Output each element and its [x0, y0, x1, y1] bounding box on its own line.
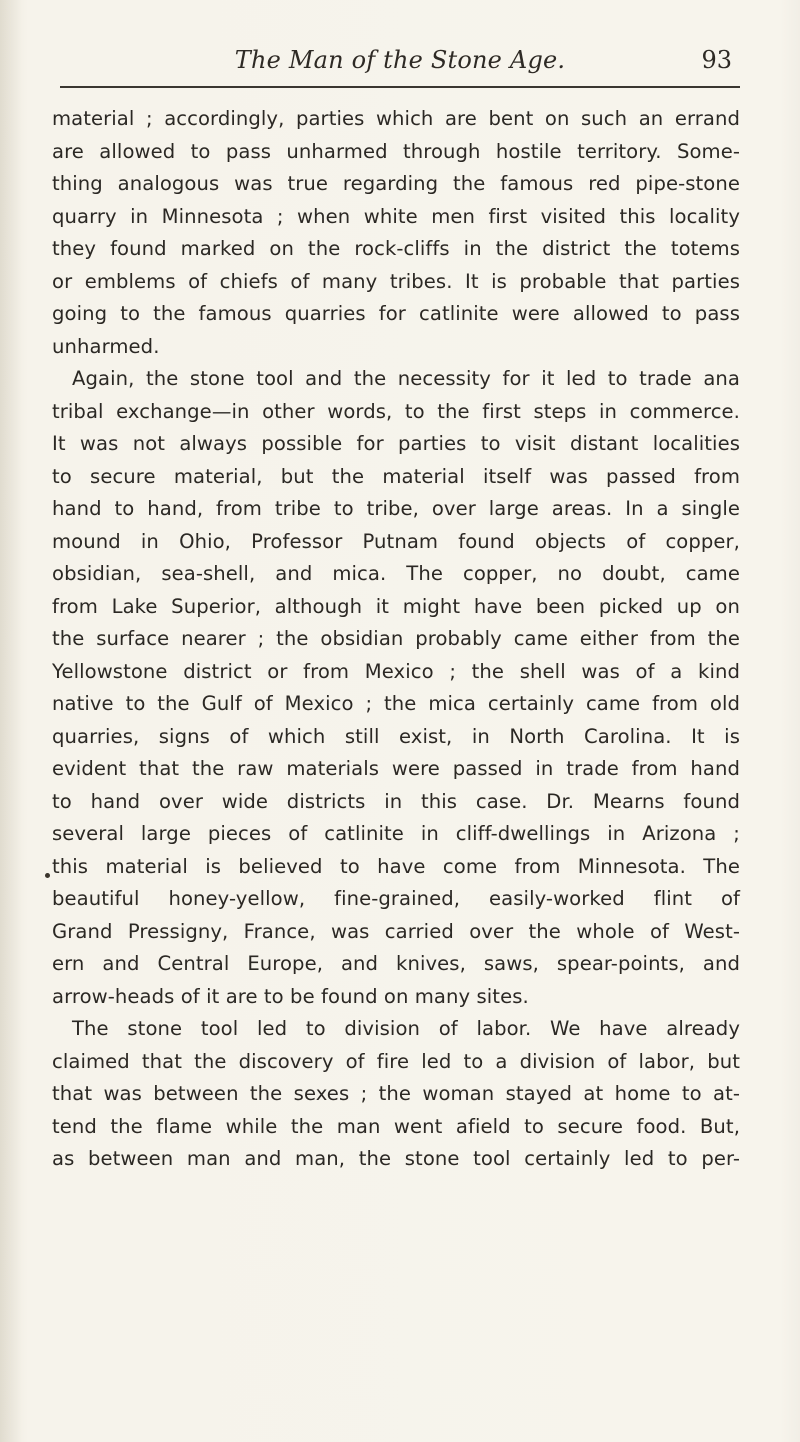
text-line: hand to hand, from tribe to tribe, over large areas. In a single	[52, 497, 740, 520]
page-gutter-shadow	[0, 0, 22, 1442]
text-line: that was between the sexes ; the woman stayed at home to at-	[52, 1082, 740, 1105]
text-line: material ; accordingly, parties which are bent on such an errand	[52, 107, 740, 130]
margin-ink-mark	[45, 873, 50, 878]
body-text	[52, 103, 740, 1176]
text-line: the surface nearer ; the obsidian probably came either from the	[52, 627, 740, 650]
text-line: beautiful honey-yellow, fine-grained, easily-worked flint of	[52, 887, 740, 910]
text-line: tribal exchange—in other words, to the first steps in commerce.	[52, 399, 740, 423]
text-line: arrow-heads of it are to be found on many sites.	[52, 984, 529, 1008]
text-line: this material is believed to have come from Minnesota. The	[52, 854, 740, 878]
text-line: It was not always possible for parties to visit distant localities	[52, 432, 740, 455]
text-line: obsidian, sea-shell, and mica. The copper, no doubt, came	[52, 562, 740, 585]
text-line: ern and Central Europe, and knives, saws, spear-points, and	[52, 952, 740, 975]
text-line: or emblems of chiefs of many tribes. It is probable that parties	[52, 269, 740, 293]
text-line: to hand over wide districts in this case. Dr. Mearns found	[52, 789, 740, 813]
text-line: going to the famous quarries for catlinite were allowed to pass	[52, 302, 740, 325]
text-line: evident that the raw materials were passed in trade from hand	[52, 757, 740, 780]
text-line: native to the Gulf of Mexico ; the mica certainly came from old	[52, 692, 740, 715]
text-line: as between man and man, the stone tool certainly led to per-	[52, 1147, 740, 1170]
text-line: claimed that the discovery of fire led to a division of labor, but	[52, 1049, 740, 1073]
text-line: The stone tool led to division of labor. We have already	[72, 1017, 740, 1040]
text-line: they found marked on the rock-cliffs in the district the totems	[52, 237, 740, 260]
header-rule	[60, 86, 740, 88]
running-title: The Man of the Stone Age.	[234, 46, 566, 74]
text-line: thing analogous was true regarding the famous red pipe-stone	[52, 172, 740, 195]
text-line: to secure material, but the material itself was passed from	[52, 464, 740, 488]
text-line: are allowed to pass unharmed through hostile territory. Some-	[52, 139, 740, 163]
text-line: quarry in Minnesota ; when white men first visited this locality	[52, 204, 740, 228]
text-line: unharmed.	[52, 334, 160, 358]
text-line: quarries, signs of which still exist, in North Carolina. It is	[52, 724, 740, 748]
text-line: Again, the stone tool and the necessity for it led to trade ana	[72, 367, 740, 390]
text-line: tend the flame while the man went afield to secure food. But,	[52, 1114, 740, 1138]
text-line: several large pieces of catlinite in cliff-dwellings in Arizona ;	[52, 822, 740, 845]
text-line: Yellowstone district or from Mexico ; the shell was of a kind	[52, 659, 740, 683]
page-number: 93	[701, 46, 732, 74]
text-line: Grand Pressigny, France, was carried over the whole of West-	[52, 919, 740, 943]
text-line: from Lake Superior, although it might have been picked up on	[52, 594, 740, 618]
text-line: mound in Ohio, Professor Putnam found objects of copper,	[52, 529, 740, 553]
running-head	[60, 40, 740, 88]
